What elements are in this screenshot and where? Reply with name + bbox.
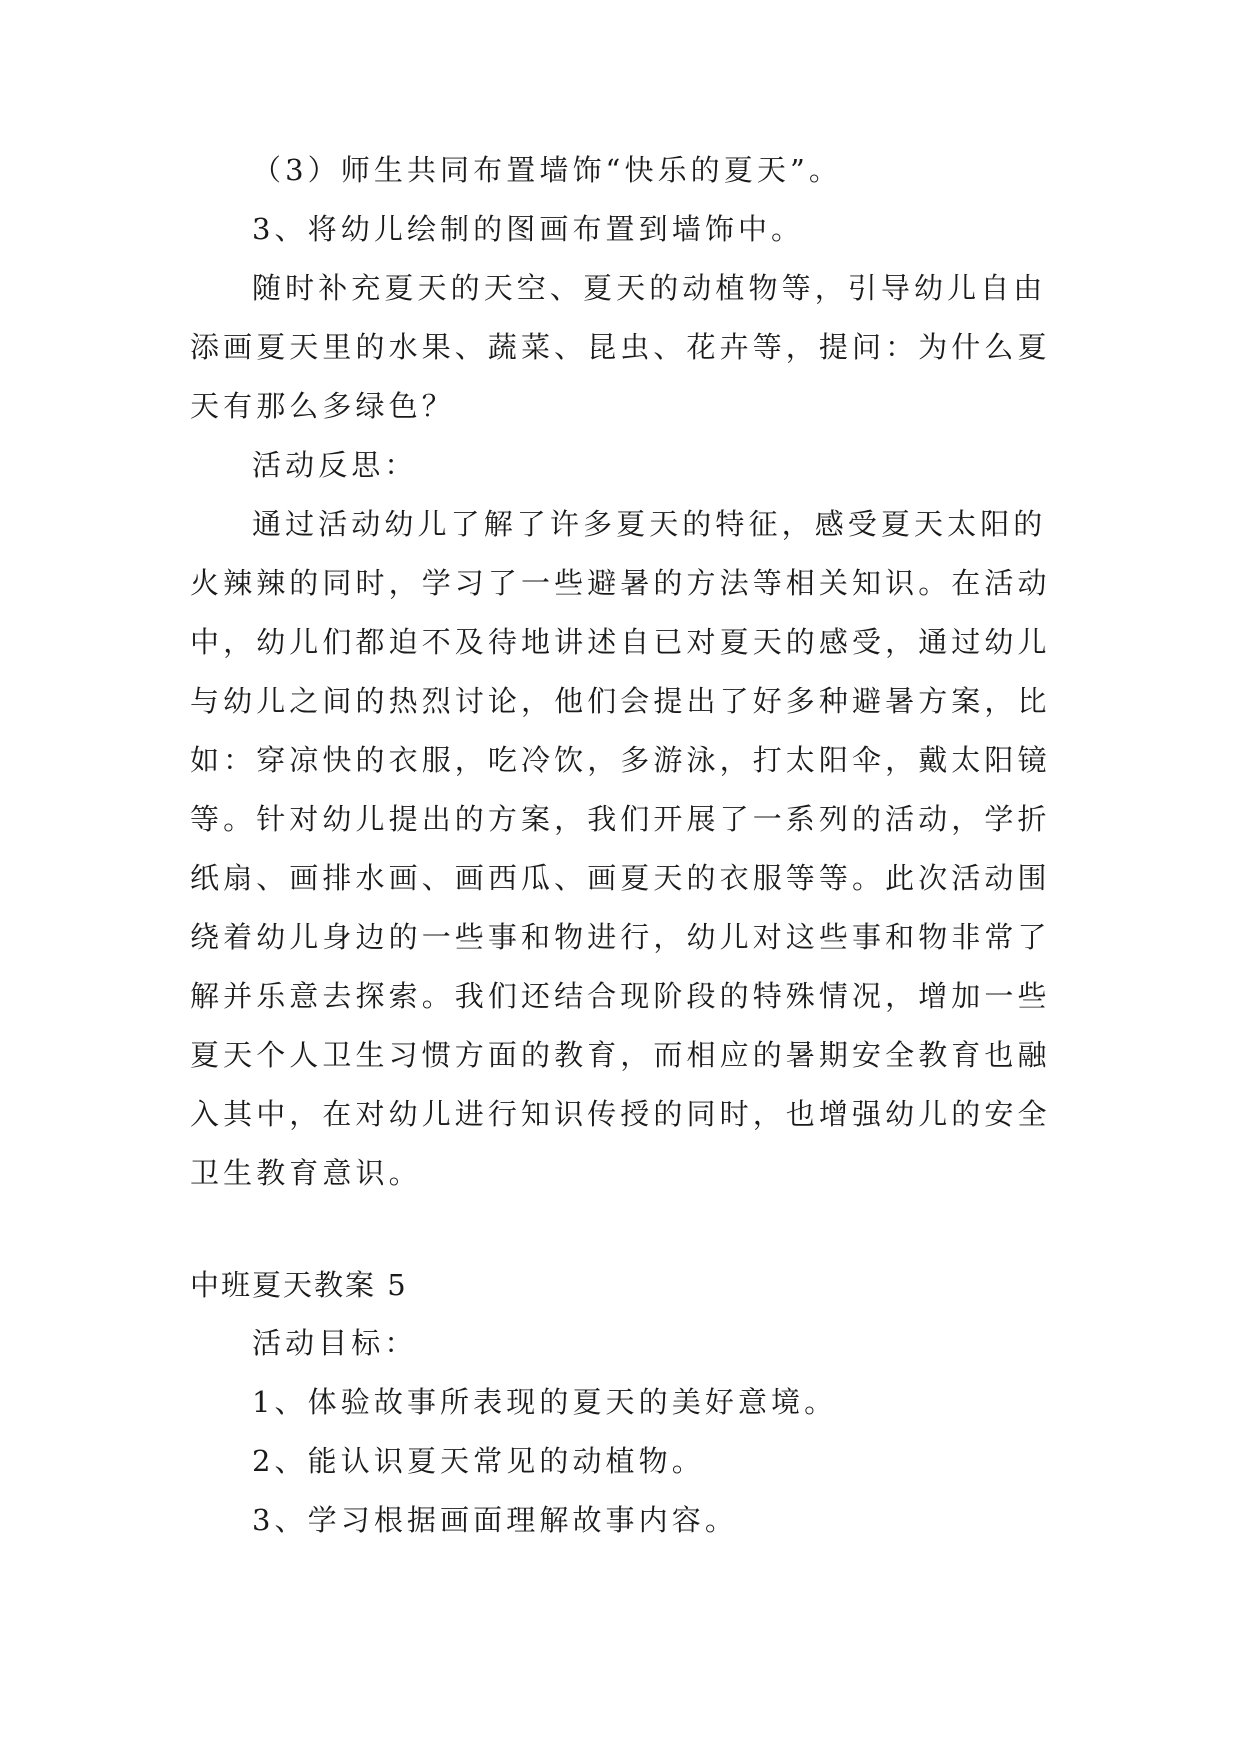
supplement-line: 随时补充夏天的天空、夏天的动植物等，引导幼儿自由 <box>252 271 1047 305</box>
reflection-line: 等。针对幼儿提出的方案，我们开展了一系列的活动，学折 <box>190 802 1051 836</box>
reflection-line: 绕着幼儿身边的一些事和物进行，幼儿对这些事和物非常了 <box>190 920 1051 954</box>
supplement-line: 添画夏天里的水果、蔬菜、昆虫、花卉等，提问：为什么夏 <box>190 330 1051 364</box>
reflection-line: 火辣辣的同时，学习了一些避暑的方法等相关知识。在活动 <box>190 566 1051 600</box>
reflection-line: 入其中，在对幼儿进行知识传授的同时，也增强幼儿的安全 <box>190 1097 1051 1131</box>
reflection-line: 纸扇、画排水画、画西瓜、画夏天的衣服等等。此次活动围 <box>190 861 1051 895</box>
reflection-line: 与幼儿之间的热烈讨论，他们会提出了好多种避暑方案，比 <box>190 684 1051 718</box>
step-3-text: 3、将幼儿绘制的图画布置到墙饰中。 <box>252 212 805 246</box>
reflection-line: 如：穿凉快的衣服，吃冷饮，多游泳，打太阳伞，戴太阳镜 <box>190 743 1051 777</box>
item-3-3-text: （3）师生共同布置墙饰“快乐的夏天”。 <box>252 153 843 187</box>
goals-heading: 活动目标： <box>252 1326 418 1360</box>
supplement-line: 天有那么多绿色？ <box>190 389 455 423</box>
reflection-heading: 活动反思： <box>252 448 418 482</box>
reflection-line: 解并乐意去探索。我们还结合现阶段的特殊情况，增加一些 <box>190 979 1051 1013</box>
goal-item: 2、能认识夏天常见的动植物。 <box>252 1444 705 1478</box>
reflection-line: 中，幼儿们都迫不及待地讲述自已对夏天的感受，通过幼儿 <box>190 625 1051 659</box>
goal-item: 1、体验故事所表现的夏天的美好意境。 <box>252 1385 838 1419</box>
reflection-line: 夏天个人卫生习惯方面的教育，而相应的暑期安全教育也融 <box>190 1038 1051 1072</box>
section-title: 中班夏天教案 5 <box>190 1268 408 1302</box>
reflection-line: 通过活动幼儿了解了许多夏天的特征，感受夏天太阳的 <box>252 507 1047 541</box>
goal-item: 3、学习根据画面理解故事内容。 <box>252 1503 738 1537</box>
reflection-line: 卫生教育意识。 <box>190 1156 422 1190</box>
